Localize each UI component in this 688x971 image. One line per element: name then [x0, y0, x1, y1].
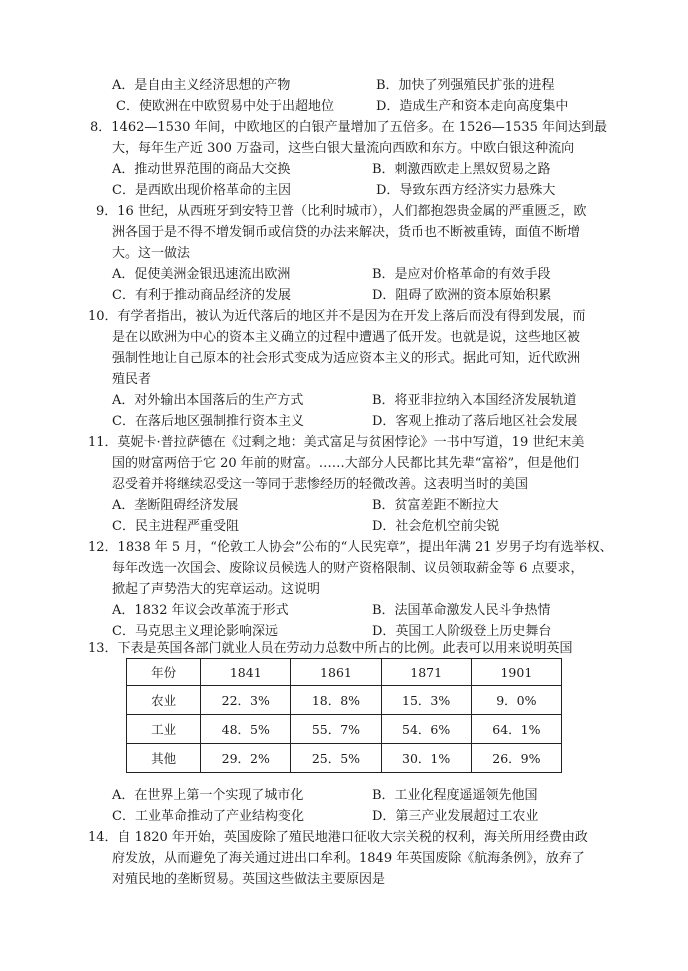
table-cell: 30．1%: [381, 744, 471, 773]
option-a: A．是自由主义经济思想的产物: [112, 78, 291, 93]
employment-table: [126, 658, 562, 773]
table-header-row: [127, 659, 562, 686]
question-text: 府发放，从而避免了海关通过进出口牟利。1849 年英国废除《航海条例》，放弃了: [112, 851, 585, 866]
table-cell: 55．7%: [291, 715, 381, 744]
table-row: [127, 744, 562, 773]
table-cell: 18．8%: [291, 686, 381, 715]
table-header-cell: 1841: [201, 659, 291, 686]
option-d: D．英国工人阶级登上历史舞台: [372, 624, 552, 639]
option-c: C．有利于推动商品经济的发展: [112, 288, 291, 303]
option-d: D．第三产业发展超过工农业: [372, 809, 539, 824]
option-c: C．是西欧出现价格革命的主因: [112, 183, 291, 198]
question-text: 14．自 1820 年开始，英国废除了殖民地港口征收大宗关税的权利，海关所用经费由政: [88, 830, 588, 845]
option-c: C．工业革命推动了产业结构变化: [112, 809, 304, 824]
option-d: D．社会危机空前尖锐: [372, 519, 500, 534]
table-header-cell: 年份: [127, 659, 201, 686]
question-text: 是在以欧洲为中心的资本主义确立的过程中遭遇了低开发。也就是说，这些地区被: [112, 330, 581, 345]
question-text: 忍受着并将继续忍受这一等同于悲惨经历的轻微改善。这表明当时的美国: [112, 477, 529, 492]
option-b: B．刺激西欧走上黑奴贸易之路: [372, 162, 551, 177]
table-cell: 54．6%: [381, 715, 471, 744]
option-b: B．贫富差距不断拉大: [372, 498, 499, 513]
option-b: B．法国革命激发人民斗争热情: [372, 603, 551, 618]
option-d: D．造成生产和资本走向高度集中: [376, 99, 569, 114]
table-cell: 9．0%: [471, 686, 561, 715]
table-cell: 48．5%: [201, 715, 291, 744]
option-c: C．在落后地区强制推行资本主义: [112, 414, 304, 429]
option-b: B．将亚非拉纳入本国经济发展轨道: [372, 393, 577, 408]
question-text: 13．下表是英国各部门就业人员在劳动力总数中所占的比例。此表可以用来说明英国: [88, 641, 573, 656]
option-d: D．阻碍了欧洲的资本原始积累: [372, 288, 552, 303]
question-text: 9．16 世纪，从西班牙到安特卫普（比利时城市），人们都抱怨贵金属的严重匮乏，欧: [96, 204, 587, 219]
option-b: B．是应对价格革命的有效手段: [372, 267, 551, 282]
option-d: D．导致东西方经济实力悬殊大: [376, 183, 556, 198]
option-a: A．1832 年议会改革流于形式: [112, 603, 289, 618]
question-text: 10．有学者指出，被认为近代落后的地区并不是因为在开发上落后而没有得到发展，而: [88, 309, 586, 324]
question-text: 洲各国于是不得不增发铜币或信贷的办法来解决，货币也不断被重铸，面值不断增: [112, 225, 581, 240]
table-cell: 26．9%: [471, 744, 561, 773]
table-header-cell: 1861: [291, 659, 381, 686]
option-b: B．加快了列强殖民扩张的进程: [376, 78, 555, 93]
option-a: A．在世界上第一个实现了城市化: [112, 788, 304, 803]
question-text: 对殖民地的垄断贸易。英国这些做法主要原因是: [112, 872, 386, 887]
option-c: C．使欧洲在中欧贸易中处于出超地位: [116, 99, 334, 114]
option-a: A．推动世界范围的商品大交换: [112, 162, 291, 177]
option-d: D．客观上推动了落后地区社会发展: [372, 414, 578, 429]
table-header-cell: 1901: [471, 659, 561, 686]
option-b: B．工业化程度遥遥领先他国: [372, 788, 538, 803]
option-a: A．促使美洲金银迅速流出欧洲: [112, 267, 291, 282]
table-cell: 15．3%: [381, 686, 471, 715]
table-cell: 25．5%: [291, 744, 381, 773]
option-c: C．马克思主义理论影响深远: [112, 624, 278, 639]
question-text: 12．1838 年 5 月，“伦敦工人协会”公布的“人民宪章”，提出年满 21 岁男子均有选举权、: [88, 540, 613, 555]
option-a: A．对外输出本国落后的生产方式: [112, 393, 304, 408]
table-cell: 64．1%: [471, 715, 561, 744]
table-header-cell: 1871: [381, 659, 471, 686]
table-cell: 其他: [127, 744, 201, 773]
table-cell: 工业: [127, 715, 201, 744]
question-text: 掀起了声势浩大的宪章运动。这说明: [112, 582, 321, 597]
option-a: A．垄断阻碍经济发展: [112, 498, 239, 513]
question-text: 11．莫妮卡·普拉萨德在《过剩之地：美式富足与贫困悖论》一书中写道，19 世纪末美: [88, 435, 585, 450]
table-cell: 农业: [127, 686, 201, 715]
table-cell: 22．3%: [201, 686, 291, 715]
question-text: 国的财富两倍于它 20 年前的财富。……大部分人民都比其先辈“富裕”，但是他们: [112, 456, 580, 471]
question-text: 每年改选一次国会、废除议员候选人的财产资格限制、议员领取薪金等 6 点要求，: [112, 561, 584, 576]
option-c: C．民主进程严重受阻: [112, 519, 239, 534]
question-text: 8．1462—1530 年间，中欧地区的白银产量增加了五倍多。在 1526—1535 年间达到最: [90, 120, 608, 135]
table-cell: 29．2%: [201, 744, 291, 773]
question-text: 大。这一做法: [112, 246, 191, 261]
table-row: [127, 686, 562, 715]
question-text: 大，每年生产近 300 万盎司，这些白银大量流向西欧和东方。中欧白银这种流向: [112, 141, 575, 156]
question-text: 强制性地让自己原本的社会形式变成为适应资本主义的形式。据此可知，近代欧洲: [112, 351, 581, 366]
table-row: [127, 715, 562, 744]
question-text: 殖民者: [112, 372, 152, 387]
